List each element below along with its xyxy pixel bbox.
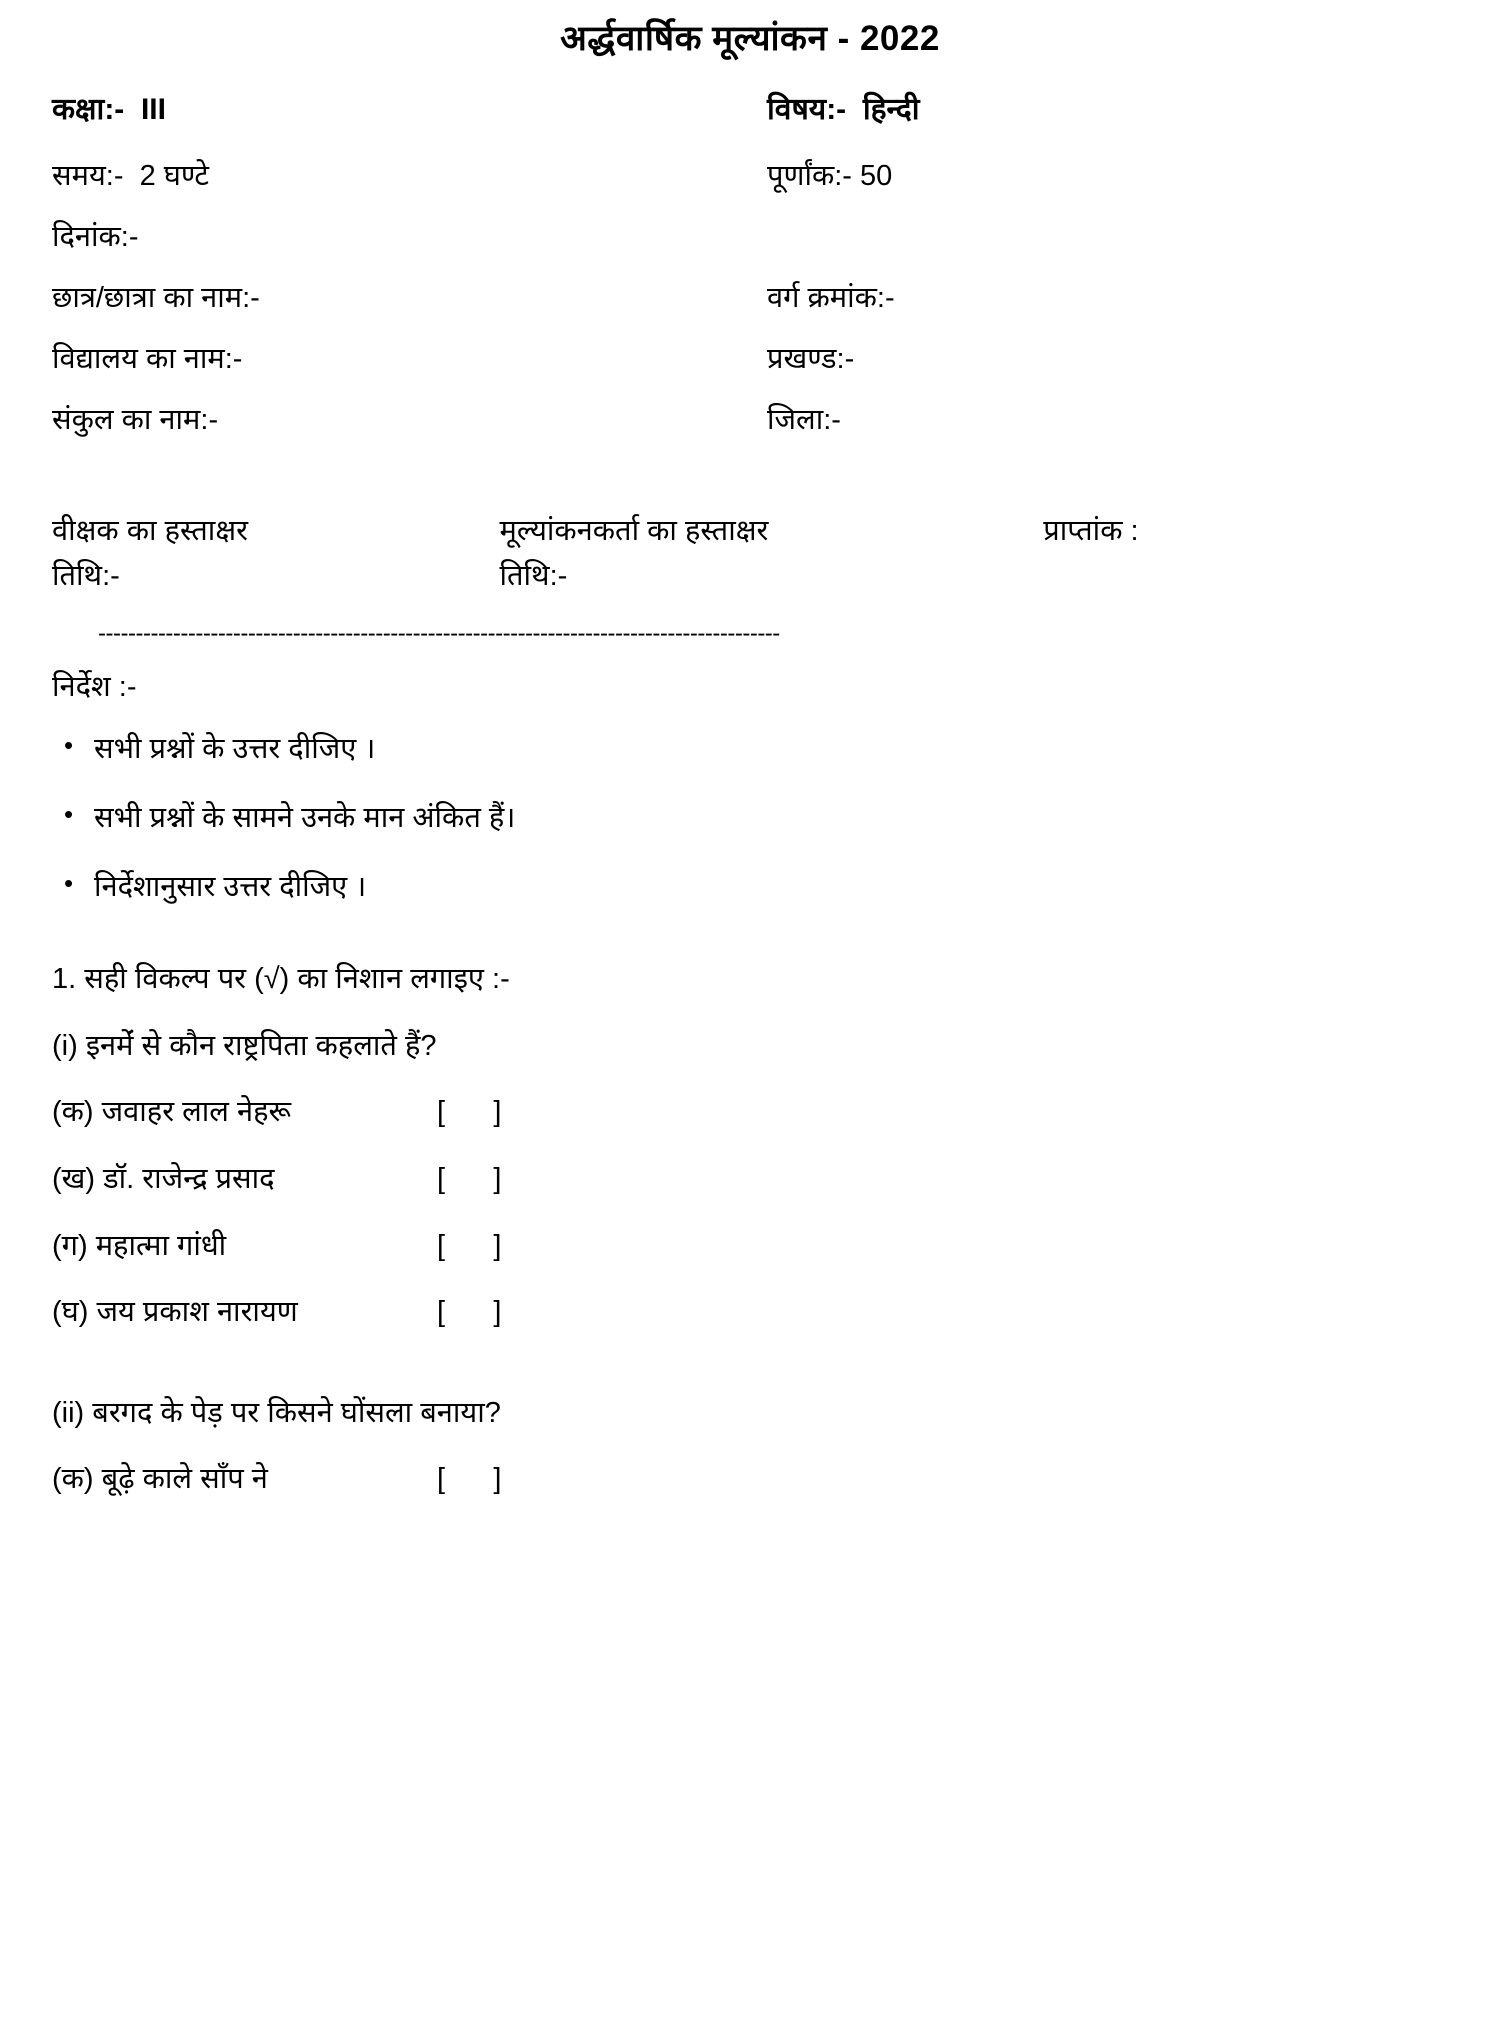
header-row-school-block (50, 340, 1450, 379)
page-title: अर्द्धवार्षिक मूल्यांकन - 2022 (560, 19, 940, 58)
header-row-class-subject (50, 90, 1450, 131)
class-roll-label: वर्ग क्रमांक:- (767, 281, 895, 314)
date-label: दिनांक:- (52, 220, 139, 253)
option-label: (ग) महात्मा गांधी (52, 1229, 227, 1262)
signature-date-row (50, 557, 1450, 596)
header-row-student-roll (50, 279, 1450, 318)
signature-date-cell-empty (1001, 557, 1450, 596)
header-row-date (50, 218, 1450, 257)
option-answer-box[interactable]: [ ] (437, 1229, 502, 1262)
full-marks-label: पूर्णांक:- 50 (767, 159, 893, 192)
header-cell-full-marks (750, 157, 1450, 196)
question-1-sub-i: (i) इनमेंं से कौन राष्ट्रपिता कहलाते हैं? (52, 1029, 437, 1062)
signature-date-cell-evaluator (499, 557, 1001, 596)
option-row (52, 1226, 1450, 1267)
header-cell-school-name (50, 340, 750, 379)
block-label: प्रखण्ड:- (767, 342, 855, 375)
evaluator-date-label: तिथि:- (499, 560, 568, 593)
option-row (52, 1092, 1450, 1133)
header-row-time-marks (50, 157, 1450, 196)
instructions-list (50, 729, 1450, 907)
option-label: (क) बूढ़े काले साँप ने (52, 1463, 268, 1496)
district-label: जिला:- (767, 404, 841, 437)
header-cell-cluster-name (50, 401, 750, 440)
signature-cell-marks (1001, 512, 1450, 551)
option-label: (क) जवाहर लाल नेहरू (52, 1096, 292, 1129)
header-cell-subject (750, 90, 1450, 131)
subject-label: विषय:- हिन्दी (767, 93, 920, 126)
list-item: • सभी प्रश्नों के उत्तर दीजिए । (60, 729, 1450, 770)
header-cell-block (750, 340, 1450, 379)
option-row (52, 1459, 1450, 1500)
signature-cell-evaluator (499, 512, 1001, 551)
student-name-label: छात्र/छात्रा का नाम:- (52, 281, 260, 314)
marks-obtained-label: प्राप्तांक : (1043, 515, 1139, 548)
list-item: • सभी प्रश्नों के सामने उनके मान अंकित हैं। (60, 798, 1450, 839)
cluster-name-label: संकुल का नाम:- (52, 404, 219, 437)
option-answer-box[interactable]: [ ] (437, 1463, 502, 1496)
option-row (52, 1159, 1450, 1200)
question-1-sub-ii: (ii) बरगद के पेड़ पर किसने घोंसला बनाया? (52, 1396, 501, 1429)
question-gap (50, 1359, 1450, 1393)
school-name-label: विद्यालय का नाम:- (52, 342, 243, 375)
question-1-heading: 1. सही विकल्प पर (√) का निशान लगाइए :- (52, 963, 510, 996)
class-label: कक्षा:- III (52, 93, 166, 126)
option-answer-box[interactable]: [ ] (437, 1163, 502, 1196)
header-cell-student-name (50, 279, 750, 318)
header-cell-district (750, 401, 1450, 440)
instructions-heading: निर्देश :- (52, 671, 137, 704)
header-cell-time (50, 157, 750, 196)
evaluator-signature-label: मूल्यांकनकर्ता का हस्ताक्षर (499, 515, 769, 548)
option-row (52, 1292, 1450, 1333)
option-label: (घ) जय प्रकाश नारायण (52, 1296, 298, 1329)
section-divider: ------------------------------------------------------------------------------------------- (98, 622, 780, 647)
option-answer-box[interactable]: [ ] (437, 1096, 502, 1129)
signature-cell-invigilator (50, 512, 499, 551)
signature-row (50, 512, 1450, 551)
invigilator-date-label: तिथि:- (52, 560, 120, 593)
option-answer-box[interactable]: [ ] (437, 1296, 502, 1329)
list-item: • निर्देशानुसार उत्तर दीजिए । (60, 867, 1450, 908)
invigilator-signature-label: वीक्षक का हस्ताक्षर (52, 515, 248, 548)
option-label: (ख) डॉ. राजेन्द्र प्रसाद (52, 1163, 275, 1196)
header-cell-class (50, 90, 750, 131)
signature-date-cell-invigilator (50, 557, 499, 596)
time-label: समय:- 2 घण्टे (52, 159, 209, 192)
header-row-cluster-district (50, 401, 1450, 440)
header-cell-class-roll (750, 279, 1450, 318)
